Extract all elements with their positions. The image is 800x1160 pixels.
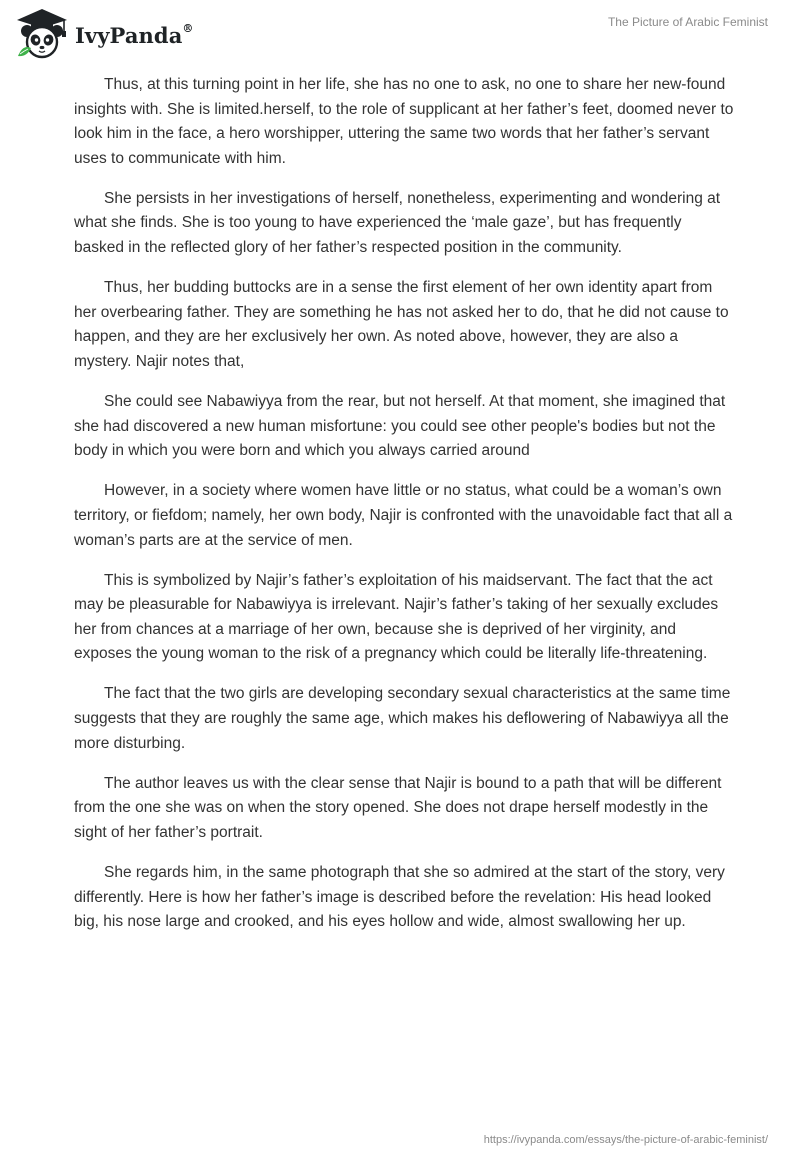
- paragraph: However, in a society where women have little or no status, what could be a woman’s own territory, or fiefdom; namely, her own body, Najir is confronted with the unavoidable fact that all a woman’s parts are at the service of men.: [74, 482, 733, 549]
- page-header: [0, 0, 800, 70]
- essay-body: [74, 73, 734, 950]
- paragraph: She regards him, in the same photograph that she so admired at the start of the story, very differently. Here is how her father’s image is described before the revelation: His head looked big, his nose large and crooked, and his eyes hollow and wide, almost swallowing her up.: [74, 864, 725, 931]
- panda-graduate-icon: [14, 6, 70, 62]
- brand-logo[interactable]: [14, 6, 194, 62]
- paragraph: She persists in her investigations of herself, nonetheless, experimenting and wondering at what she finds. She is too young to have experienced the ‘male gaze’, but has frequently basked in the reflected glory of her father’s respected position in the community.: [74, 189, 721, 257]
- paragraph: The fact that the two girls are developing secondary sexual characteristics at the same time suggests that they are roughly the same age, which makes his deflowering of Nabawiyya all the more disturbing.: [74, 685, 731, 752]
- paragraph: Thus, her budding buttocks are in a sense the first element of her own identity apart from her overbearing father. They are something he has not asked her to do, that he did not cause to happen, and they are her exclusively her own. As noted above, however, they are also a mystery. Najir notes that,: [74, 279, 729, 370]
- paragraph: Thus, at this turning point in her life, she has no one to ask, no one to share her new-found insights with. She is limited.herself, to the role of supplicant at her father’s feet, doomed never to look him in the face, a hero worshipper, uttering the same two words that her father’s servant uses to communicate with him.: [74, 76, 734, 167]
- document-title: The Picture of Arabic Feminist: [607, 15, 768, 29]
- paragraph: This is symbolized by Najir’s father’s exploitation of his maidservant. The fact that the act may be pleasurable for Nabawiyya is irrelevant. Najir’s father’s taking of her sexually excludes her from chances at a marriage of her own, because she is deprived of her virginity, and exposes the young woman to the risk of a pregnancy which could be literally life-threatening.: [74, 571, 719, 663]
- quote-paragraph: She could see Nabawiyya from the rear, but not herself. At that moment, she imagined that she had discovered a new human misfortune: you could see other people's bodies but not the body in which you were born and which you always carried around: [74, 393, 726, 460]
- paragraph: The author leaves us with the clear sense that Najir is bound to a path that will be different from the one she was on when the story opened. She does not drape herself modestly in the sight of her father’s portrait.: [74, 774, 722, 841]
- brand-name: IvyPanda®: [75, 22, 194, 48]
- registered-mark: ®: [182, 22, 194, 35]
- source-url-link[interactable]: https://ivypanda.com/essays/the-picture-of-arabic-feminist/: [483, 1134, 768, 1146]
